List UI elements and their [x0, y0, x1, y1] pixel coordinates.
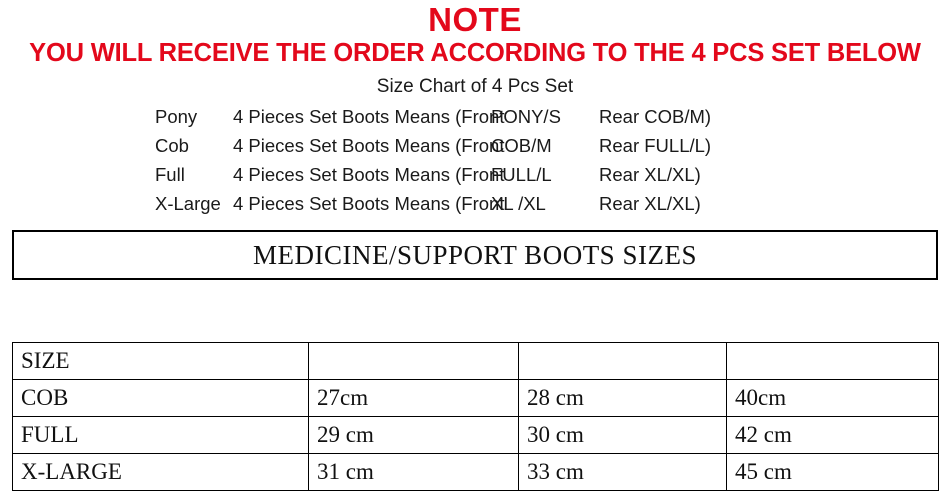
spacer	[0, 280, 950, 342]
table-cell: 42 cm	[727, 417, 939, 454]
list-item	[155, 131, 795, 160]
list-item	[155, 189, 795, 218]
table-cell: 30 cm	[519, 417, 727, 454]
table-cell: 28 cm	[519, 380, 727, 417]
set-front-value: FULL/L	[491, 164, 552, 185]
table-cell: 29 cm	[309, 417, 519, 454]
table-row	[13, 454, 939, 491]
set-means-text: 4 Pieces Set Boots Means (Front	[233, 164, 505, 185]
table-cell: COB	[13, 380, 309, 417]
set-size-label: Full	[155, 164, 185, 185]
set-rear-value: Rear XL/XL)	[599, 193, 701, 214]
table-header-cell	[309, 343, 519, 380]
table-cell: 40cm	[727, 380, 939, 417]
table-cell: 45 cm	[727, 454, 939, 491]
set-front-value: PONY/S	[491, 106, 561, 127]
note-heading: NOTE	[428, 1, 522, 38]
table-cell: 33 cm	[519, 454, 727, 491]
set-rear-value: Rear XL/XL)	[599, 164, 701, 185]
list-item	[155, 102, 795, 131]
section-banner-title: MEDICINE/SUPPORT BOOTS SIZES	[253, 239, 697, 270]
set-definition-list	[155, 102, 795, 218]
table-header-cell	[727, 343, 939, 380]
set-front-value: XL /XL	[491, 193, 546, 214]
set-means-text: 4 Pieces Set Boots Means (Front	[233, 193, 505, 214]
table-cell: X-LARGE	[13, 454, 309, 491]
table-header-cell: SIZE	[13, 343, 309, 380]
note-subheading: YOU WILL RECEIVE THE ORDER ACCORDING TO THE 4 PCS SET BELOW	[29, 39, 921, 67]
table-cell: 27cm	[309, 380, 519, 417]
boots-sizes-table	[12, 342, 939, 491]
set-size-label: X-Large	[155, 193, 221, 214]
table-row	[13, 417, 939, 454]
set-means-text: 4 Pieces Set Boots Means (Front	[233, 135, 505, 156]
set-means-text: 4 Pieces Set Boots Means (Front	[233, 106, 505, 127]
size-chart-heading: Size Chart of 4 Pcs Set	[376, 76, 574, 97]
set-rear-value: Rear FULL/L)	[599, 135, 712, 156]
table-header-row	[13, 343, 939, 380]
table-row	[13, 380, 939, 417]
set-size-label: Pony	[155, 106, 198, 127]
set-front-value: COB/M	[491, 135, 552, 156]
table-header-cell	[519, 343, 727, 380]
table-cell: 31 cm	[309, 454, 519, 491]
section-banner	[12, 230, 938, 280]
set-rear-value: Rear COB/M)	[599, 106, 712, 127]
table-cell: FULL	[13, 417, 309, 454]
list-item	[155, 160, 795, 189]
size-chart-document	[0, 2, 950, 500]
set-size-label: Cob	[155, 135, 189, 156]
